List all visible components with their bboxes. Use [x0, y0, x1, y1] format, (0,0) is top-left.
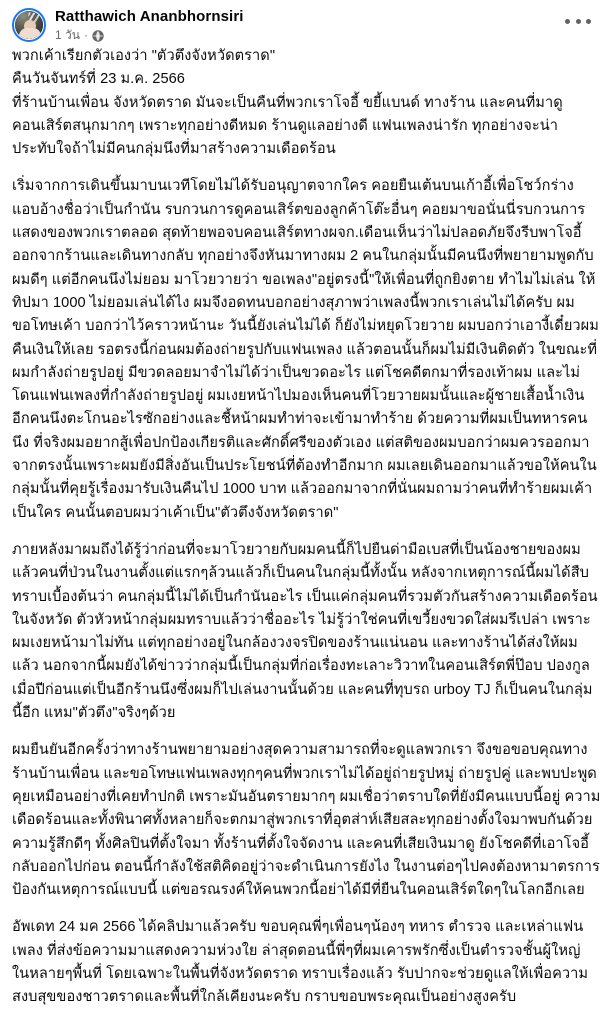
avatar-image — [15, 11, 43, 39]
post-timestamp[interactable]: 1 วัน — [55, 28, 80, 42]
ellipsis-dot-icon — [586, 19, 591, 24]
post-meta — [55, 27, 244, 43]
ellipsis-dot-icon — [565, 19, 570, 24]
post-paragraph: คืนวันจันทร์ที่ 23 ม.ค. 2566 — [12, 71, 185, 88]
avatar[interactable] — [12, 8, 46, 42]
meta-separator: · — [83, 28, 88, 42]
post-paragraph: อัพเดท 24 มค 2566 ได้คลิปมาแล้วครับ ขอบคุณพี่ๆเพื่อนๆน้องๆ ทหาร ตำรวจ และเหล่าแฟนเพลง ที่ส่งข้อความมาแสดงความห่วงใย ล่าสุดตอนนี้พี่ๆที่ผมเคารพรักซึ่งเป็นตำรวจชั้นผู้ใหญ่ ในหลายๆพื้นที่ โดยเฉพาะในพื้นที่จังหวัดตราด ทราบเรื่องแล้ว รับปากจะช่วยดูแลให้เพื่อความสงบสุขของชาวตราดและพื้นที่ใกล้เคียงนะครับ กราบขอบพระคุณเป็นอย่างสูงครับ — [12, 919, 589, 1006]
ellipsis-dot-icon — [576, 19, 581, 24]
post-body-text — [0, 40, 607, 1010]
post-options-menu-button[interactable] — [565, 14, 591, 28]
post-paragraph: เริ่มจากการเดินขึ้นมาบนเวทีโดยไม่ได้รับอนุญาตจากใคร คอยยืนเต้นบนเก้าอี้เพื่อโชว์กร่าง แอบอ้างชื่อว่าเป็นกำนัน รบกวนการดูคอนเสิร์ตของลูกค้าโต๊ะอื่นๆ คอยมาขอนั่นนี่รบกวนการแสดงของพวกเราตลอด สุดท้ายพอจบคอนเสิร์ตทางผจก.เดือนเห็นว่าไม่ปลอดภัยจึงรีบพาโจอี้ออกจากร้านและเดินทางกลับ ทุกอย่างจึงหันมาทางผม 2 คนในกลุ่มนั้นมีคนนึงที่พยายามพูดกับผมดีๆ แต่อีกคนนึงไม่ยอม มาโวยวายว่า ขอเพลง"อยู่ตรงนี้"ให้เพื่อนที่ถูกยิงตาย ทำไมไม่เล่น ให้ทิปมา 1000 ไม่ยอมเล่นได้ไง ผมจึงอดทนบอกอย่างสุภาพว่าเพลงนี้พวกเราเล่นไม่ได้ครับ ผมขอโทษเค้า บอกว่าไว้คราวหน้านะ วันนี้ยังเล่นไม่ได้ ก็ยังไม่หยุดโวยวาย ผมบอกว่าเอางี้เดี๋ยวผมคืนเงินให้เลย รอตรงนี้ก่อนผมต้องถ่ายรูปกับแฟนเพลง แล้วตอนนั้นก็ผมไม่มีเงินติดตัว ในขณะที่ผมกำลังถ่ายรูปอยู่ มีขวดลอยมาจำไม่ได้ว่าเป็นขวดอะไร แต่โชคดีตกมาที่รองเท้าผม และไม่โดนแฟนเพลงที่กำลังถ่ายรูปอยู่ ผมเงยหน้าไปมองเห็นคนที่โวยวายผมนั้นและผู้ชายเสื้อน้ำเงินอีกคนนึงตะโกนอะไรซักอย่างและชี้หน้าผมทำท่าจะเข้ามาทำร้าย ด้วยความที่ผมเป็นทหารคนนึง ที่จริงผมอยากสู้เพื่อปกป้องเกียรติและศักดิ์ศรีของตัวเอง แต่สติของผมบอกว่าผมควรออกมาจากตรงนั้นเพราะผมยังมีสิ่งอันเป็นประโยชน์ที่ต้องทำอีกมาก ผมเลยเดินออกมาแล้วขอให้คนในกลุ่มนั้นที่คุยรู้เรื่องมารับเงินคืนไป 1000 บาท แล้วออกมาจากที่นั่นผมถามว่าคนที่ทำร้ายผมเค้าเป็นใคร คนนั้นตอบผมว่าเค้าเป็น"ตัวตึงจังหวัดตราด" — [12, 178, 599, 521]
post-paragraph: พวกเค้าเรียกตัวเองว่า "ตัวตึงจังหวัดตราด" — [12, 48, 276, 64]
post-author-block — [55, 7, 244, 43]
post-paragraph: ภายหลังมาผมถึงได้รู้ว่าก่อนที่จะมาโวยวายกับผมคนนี้ก็ไปยืนด่ามือเบสที่เป็นน้องชายของผม แล้วคนที่ป่วนในงานตั้งแต่แรกๆล้วนแล้วก็เป็นคนในกลุ่มนี้ทั้งนั้น หลังจากเหตุการณ์นี้ผมได้สืบทราบเบื้องต้นว่า คนกลุ่มนี้ไม่ได้เป็นกำนันอะไร เป็นแค่กลุ่มคนที่รวมตัวกันสร้างความเดือดร้อนในจังหวัด ตัวหัวหน้ากลุ่มผมทราบแล้วว่าชื่ออะไร ไม่รู้ว่าใช่คนที่เขวี้ยงขวดใส่ผมรึเปล่า เพราะผมเงยหน้ามาไม่ทัน แต่ทุกอย่างอยู่ในกล้องวงจรปิดของร้านแน่นอน และทางร้านได้ส่งให้ผมแล้ว นอกจากนี้ผมยังได้ข่าวว่ากลุ่มนี้เป็นกลุ่มที่ก่อเรื่องทะเลาะวิวาทในคอนเสิร์ตพี่ป๊อบ ปองกูลเมื่อปีก่อนแต่เป็นอีกร้านนึงซึ่งผมก็ไปเล่นงานนั้นด้วย และคนที่ทุบรถ urboy TJ ก็เป็นคนในกลุ่มนี้อีก แหม"ตัวตึง"จริงๆด้วย — [12, 541, 598, 722]
post-paragraph: ผมยืนยันอีกครั้งว่าทางร้านพยายามอย่างสุดความสามารถที่จะดูแลพวกเรา จึงขอขอบคุณทางร้านบ้านเพื่อน และขอโทษแฟนเพลงทุกๆคนที่พวกเราไม่ได้อยู่ถ่ายรูปหมู่ ถ่ายรูปคู่ และพบปะพูดคุยเหมือนอย่างที่เคยทำปกติ เพราะมันอันตรายมากๆ ผมเชื่อว่าตราบใดที่ยังมีคนแบบนี้อยู่ ความเดือดร้อนและทั้งพินาศทั้งหลายก็จะตกมาสู่พวกเราที่อุตส่าห์เสียสละทุกอย่างตั้งใจมาพบกันด้วยความรู้สึกดีๆ ทั้งศิลปินที่ตั้งใจมา ทั้งร้านที่ตั้งใจจัดงาน และคนที่เสียเงินมาดู ยังโชคดีที่เอาโจอี้กลับออกไปก่อน ตอนนี้กำลังใช้สติคิดอยู่ว่าจะดำเนินการยังไง ในงานต่อๆไปคงต้องหามาตรการป้องกันเหตุการณ์แบบนี้ แต่ขอรณรงค์ให้คนพวกนี้อย่าได้มีที่ยืนในคอนเสิร์ตใดๆในโลกอีกเลย — [12, 742, 601, 899]
post-header — [0, 0, 607, 40]
globe-icon[interactable] — [92, 30, 104, 42]
author-name[interactable]: Ratthawich Ananbhornsiri — [55, 8, 244, 25]
post-paragraph: ที่ร้านบ้านเพื่อน จังหวัดตราด มันจะเป็นคืนที่พวกเราโจอี้ ขยี้แบนด์ ทางร้าน และคนที่มาดูคอนเสิร์ตสนุกมากๆ เพราะทุกอย่างดีหมด ร้านดูแลอย่างดี แฟนเพลงน่ารัก ทุกอย่างจะน่าประทับใจถ้าไม่มีคนกลุ่มนึงที่มาสร้างความเดือดร้อน — [12, 94, 563, 158]
avatar-body — [19, 28, 41, 39]
